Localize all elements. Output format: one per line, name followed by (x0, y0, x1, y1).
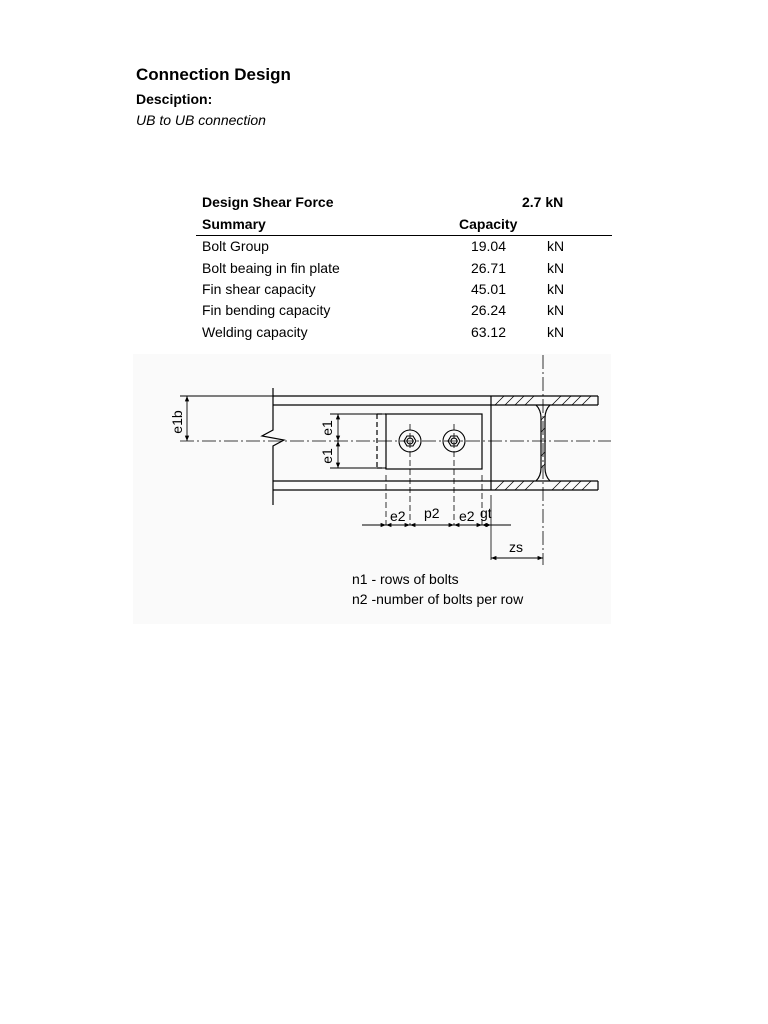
table-row (196, 238, 612, 256)
connection-drawing (133, 354, 611, 624)
table-row (196, 260, 612, 278)
n2-note: n2 -number of bolts per row (352, 591, 524, 607)
row-name: Bolt beaing in fin plate (202, 260, 340, 276)
row-value: 19.04 (470, 238, 506, 254)
centre-lines (180, 355, 611, 565)
page-title: Connection Design (136, 65, 291, 84)
table-row (196, 281, 612, 299)
row-value: 63.12 (470, 324, 506, 340)
summary-header-row (196, 216, 612, 234)
row-name: Fin shear capacity (202, 281, 316, 297)
description-label: Desciption: (136, 91, 213, 107)
row-name: Fin bending capacity (202, 302, 331, 318)
row-name: Bolt Group (202, 238, 269, 254)
table-row (196, 324, 612, 342)
table-row (196, 302, 612, 320)
row-unit: kN (547, 324, 565, 340)
header-rule (196, 235, 612, 236)
dimension-lines (180, 396, 543, 558)
row-value: 45.01 (470, 281, 506, 297)
supporting-column (491, 396, 598, 490)
gt-label: gt (480, 505, 492, 521)
row-unit: kN (547, 238, 565, 254)
e1-bottom-label: e1 (319, 448, 335, 464)
row-name: Welding capacity (202, 324, 308, 340)
design-shear-force-row (196, 194, 612, 212)
zs-label: zs (509, 539, 523, 555)
dimension-labels (169, 410, 523, 555)
e2-right-label: e2 (459, 508, 475, 524)
p2-label: p2 (424, 505, 440, 521)
e1-top-label: e1 (319, 420, 335, 436)
row-unit: kN (547, 281, 565, 297)
summary-header: Summary (202, 216, 266, 232)
row-unit: kN (547, 302, 565, 318)
row-value: 26.71 (470, 260, 506, 276)
row-unit: kN (547, 260, 565, 276)
fin-plate (377, 414, 482, 469)
capacity-header: Capacity (459, 216, 518, 232)
e2-left-label: e2 (390, 508, 406, 524)
e1b-label: e1b (169, 410, 185, 434)
force-label: Design Shear Force (202, 194, 334, 210)
connection-diagram-svg (133, 354, 611, 624)
force-value: 2.7 kN (522, 194, 564, 210)
description-text: UB to UB connection (136, 112, 266, 128)
row-value: 26.24 (470, 302, 506, 318)
drawing-notes (352, 571, 524, 607)
n1-note: n1 - rows of bolts (352, 571, 459, 587)
